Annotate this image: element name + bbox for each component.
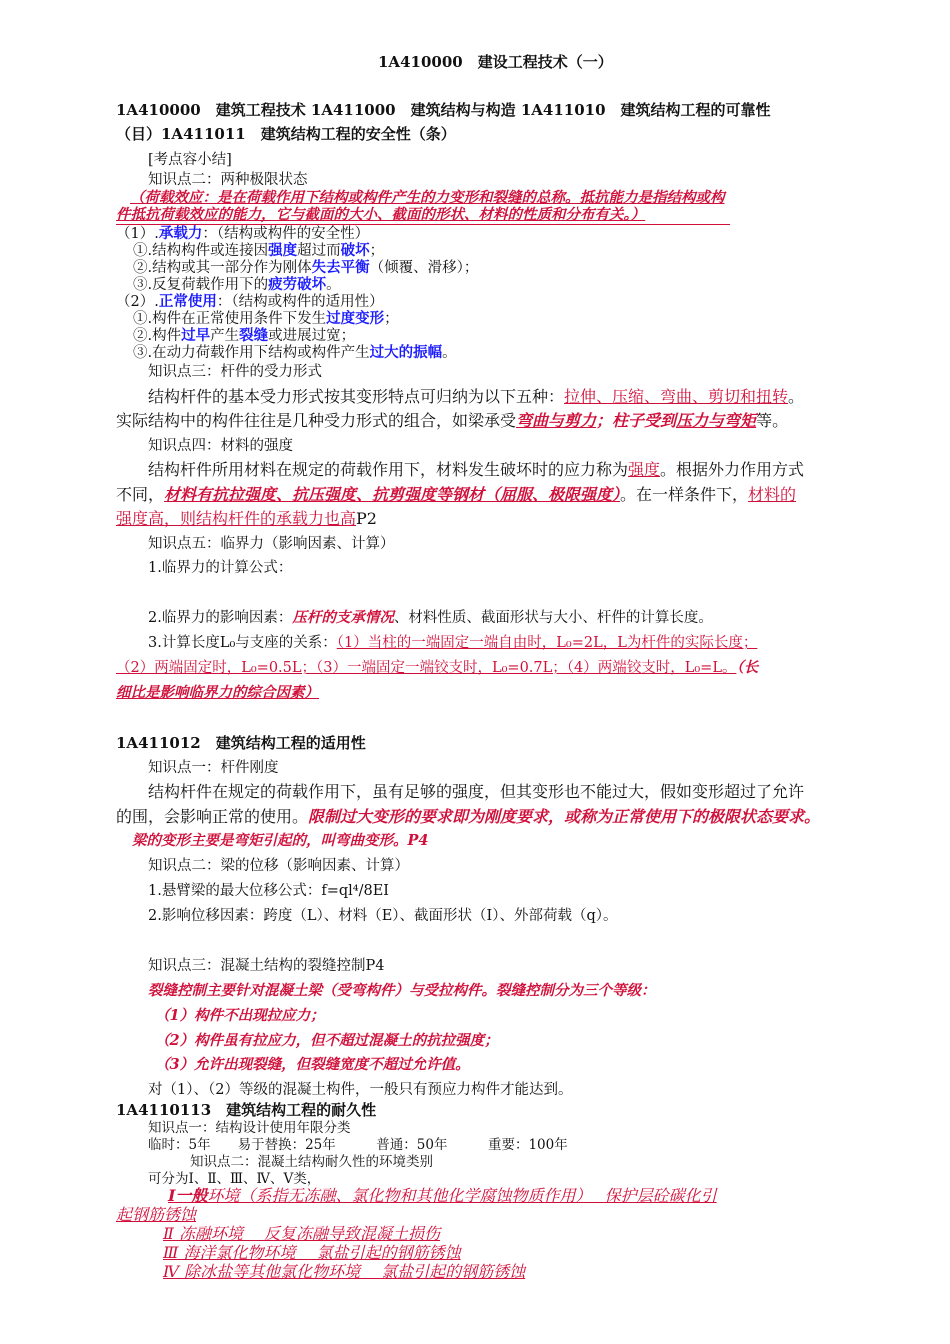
s2-knowledge-point-3: 知识点三：混凝土结构的裂缝控制P4 xyxy=(148,958,385,974)
condition-2: （2）.正常使用：（结构或构件的适用性） xyxy=(116,293,384,310)
critical-force-factors: 2.临界力的影响因素：压杆的支承情况、材料性质、截面形状与大小、杆件的计算长度。 xyxy=(148,609,713,626)
condition-2c: ③.在动力荷载作用下结构或构件产生过大的振幅。 xyxy=(133,344,457,361)
paragraph-force-combo: 实际结构中的构件往往是几种受力形式的组合，如梁承受弯曲与剪力；柱子受到压力与弯矩等。 xyxy=(116,411,789,430)
deflection-formula: 1.悬臂梁的最大位移公式：f=ql⁴/8EI xyxy=(148,883,390,899)
summary-label: [考点容小结] xyxy=(148,152,232,168)
critical-length-3: 细比是影响临界力的综合因素） xyxy=(116,684,319,701)
paragraph-strength-3: 强度高，则结构杆件的承载力也高P2 xyxy=(116,509,377,528)
heading-durability: 1A4110113 建筑结构工程的耐久性 xyxy=(116,1101,377,1119)
environment-class-3: Ⅲ 海洋氯化物环境 氯盐引起的钢筋锈蚀 xyxy=(163,1243,461,1262)
heading-section: （目）1A411011 建筑结构工程的安全性（条） xyxy=(116,125,456,143)
crack-control-intro: 裂缝控制主要针对混凝土梁（受弯构件）与受拉构件。裂缝控制分为三个等级： xyxy=(148,982,656,999)
environment-class-4: Ⅳ 除冰盐等其他氯化物环境 氯盐引起的钢筋锈蚀 xyxy=(163,1262,526,1281)
stiffness-paragraph-1: 结构杆件在规定的荷载作用下，虽有足够的强度，但其变形也不能过大，假如变形超过了允许 xyxy=(148,782,805,801)
knowledge-point-5: 知识点五：临界力（影响因素、计算） xyxy=(148,536,395,552)
condition-2a: ①.构件在正常使用条件下发生过度变形； xyxy=(133,310,399,327)
critical-force-formula: 1.临界力的计算公式： xyxy=(148,560,293,576)
crack-grade-3: （3）允许出现裂缝，但裂缝宽度不超过允许值。 xyxy=(155,1056,470,1073)
s2-knowledge-point-1: 知识点一：杆件刚度 xyxy=(148,760,279,776)
deflection-factors: 2.影响位移因素：跨度（L）、材料（E）、截面形状（I）、外部荷载（q）。 xyxy=(148,908,618,924)
condition-1: （1）.承载力：（结构或构件的安全性） xyxy=(116,225,370,242)
environment-class-1: Ⅰ一般环境（系指无冻融、氯化物和其他化学腐蚀物质作用） 保护层砼碳化引 xyxy=(168,1186,717,1205)
definition-line-2: 件抵抗荷载效应的能力，它与截面的大小、截面的形状、材料的性质和分布有关。） xyxy=(116,206,646,223)
stiffness-paragraph-2: 的围，会影响正常的使用。限制过大变形的要求即为刚度要求，或称为正常使用下的极限状态要求。 xyxy=(116,807,821,826)
condition-1a: ①.结构构件或连接因强度超过而破坏； xyxy=(133,242,385,259)
environment-class-1-cont: 起钢筋锈蚀 xyxy=(116,1205,197,1224)
stiffness-paragraph-3: 梁的变形主要是弯矩引起的，叫弯曲变形。P4 xyxy=(132,832,429,849)
critical-length-1: 3.计算长度L₀与支座的关系：（1）当柱的一端固定一端自由时，L₀=2L，L为杆件的实际长度； xyxy=(148,635,758,651)
paragraph-force-forms: 结构杆件的基本受力形式按其变形特点可归纳为以下五种：拉伸、压缩、弯曲、剪切和扭转。 xyxy=(148,387,805,406)
s2-knowledge-point-2: 知识点二：梁的位移（影响因素、计算） xyxy=(148,858,409,874)
knowledge-point-2: 知识点二：两种极限状态 xyxy=(148,172,308,188)
page-title: 1A410000 建设工程技术（一） xyxy=(378,53,613,71)
condition-1b: ②.结构或其一部分作为刚体失去平衡（倾覆、滑移）； xyxy=(133,259,479,276)
crack-grade-1: （1）构件不出现拉应力； xyxy=(155,1007,325,1024)
heading-main: 1A410000 建筑工程技术 1A411000 建筑结构与构造 1A411010 建筑结构工程的可靠性 xyxy=(116,101,771,119)
definition-line-1: （荷载效应：是在荷载作用下结构或构件产生的力变形和裂缝的总称。抵抗能力是指结构或构 xyxy=(130,189,725,206)
crack-grade-2: （2）构件虽有拉应力，但不超过混凝土的抗拉强度； xyxy=(155,1032,499,1049)
knowledge-point-4: 知识点四：材料的强度 xyxy=(148,438,293,454)
knowledge-point-3: 知识点三：杆件的受力形式 xyxy=(148,364,322,380)
environment-classes: 可分为Ⅰ、Ⅱ、Ⅲ、Ⅳ、Ⅴ类， xyxy=(148,1171,321,1187)
paragraph-strength-1: 结构杆件所用材料在规定的荷载作用下，材料发生破坏时的应力称为强度。根据外力作用方式 xyxy=(148,460,805,479)
paragraph-strength-2: 不同，材料有抗拉强度、抗压强度、抗剪强度等钢材（屈服、极限强度）。在一样条件下，材料的 xyxy=(116,485,797,504)
condition-2b: ②.构件过早产生裂缝或进展过宽； xyxy=(133,327,356,344)
heading-serviceability: 1A411012 建筑结构工程的适用性 xyxy=(116,734,366,752)
crack-note: 对（1）、（2）等级的混凝土构件，一般只有预应力构件才能达到。 xyxy=(148,1082,573,1098)
s3-knowledge-point-1: 知识点一：结构设计使用年限分类 xyxy=(148,1120,351,1136)
condition-1c: ③.反复荷载作用下的疲劳破坏。 xyxy=(133,276,341,293)
s3-knowledge-point-2: 知识点二：混凝土结构耐久性的环境类别 xyxy=(190,1154,433,1170)
service-life-years: 临时：5年 易于替换：25年 普通：50年 重要：100年 xyxy=(148,1137,568,1153)
critical-length-2: （2）两端固定时，L₀=0.5L；（3）一端固定一端铰支时，L₀=0.7L；（4）两端铰支时，L₀=L。（长 xyxy=(116,659,759,676)
environment-class-2: Ⅱ 冻融环境 反复冻融导致混凝土损伤 xyxy=(163,1224,441,1243)
